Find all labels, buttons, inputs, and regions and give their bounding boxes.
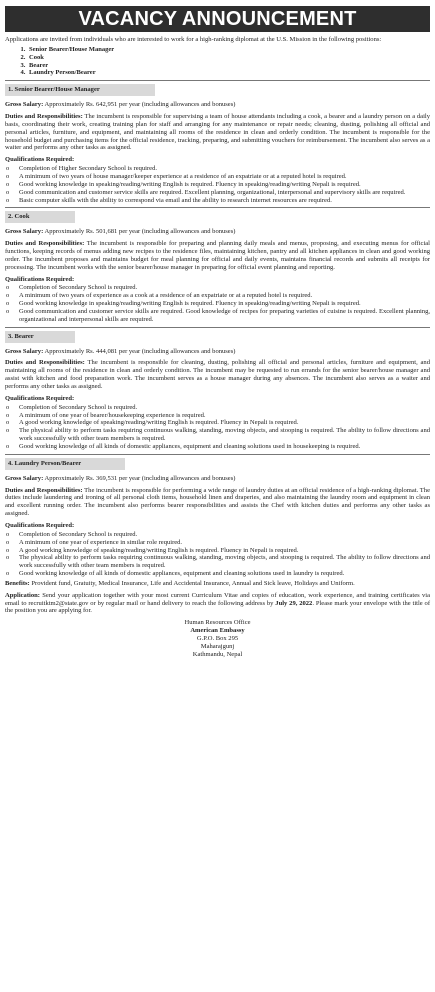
qualification-item: o A minimum of one year of bearer/housekeeping experience is required. <box>5 412 430 420</box>
section-divider <box>5 80 430 81</box>
salary-line <box>5 228 430 236</box>
address-street: Maharajgunj <box>200 642 235 650</box>
qualification-item: o Completion of Secondary School is required. <box>5 284 430 292</box>
duties-paragraph <box>5 240 430 271</box>
salary-label: Gross Salary: <box>5 101 44 109</box>
address-city: Kathmandu, Nepal <box>192 650 243 658</box>
salary-value: Approximately Rs. 444,081 per year (including allowances and bonuses) <box>43 347 236 355</box>
position-item: 4. Laundry Person/Bearer <box>27 69 430 77</box>
salary-line <box>5 101 430 109</box>
qualification-item: o A minimum of one year of experience in similar role required. <box>5 539 430 547</box>
qualification-item: o Good communication and customer service skills are required. Good knowledge of recipes for preparing varieties of cuisine is required. Excellent planning, organizational and interpersonal skills are required. <box>5 308 430 324</box>
benefits-paragraph <box>5 580 430 588</box>
salary-label: Gross Salary: <box>5 228 44 236</box>
section-divider <box>5 327 430 328</box>
section-heading: 2. Cook <box>5 211 75 223</box>
qualification-item: o Completion of Higher Secondary School is required. <box>5 165 430 173</box>
salary-line <box>5 348 430 356</box>
position-item: 1. Senior Bearer/House Manager <box>27 46 430 54</box>
qualifications-heading: Qualifications Required: <box>5 156 75 164</box>
duties-label: Duties and Responsibilities: <box>5 240 85 248</box>
qualification-item: o Completion of Secondary School is required. <box>5 404 430 412</box>
qualification-item: o Good working knowledge in speaking/reading/writing English is required. Fluency in speaking/reading/writing Nepali is required. <box>5 300 430 308</box>
section-heading: 1. Senior Bearer/House Manager <box>5 84 155 96</box>
qualification-item: o Completion of Secondary School is required. <box>5 531 430 539</box>
qualification-item: o The physical ability to perform tasks requiring continuous walking, standing, moving objects, and stooping is required. The ability to follow directions and work successfully with other team members is required. <box>5 554 430 570</box>
salary-value: Approximately Rs. 369,531 per year (including allowances and bonuses) <box>43 474 236 482</box>
qualification-item: o Basic computer skills with the ability to correspond via email and the ability to research internet resources are required. <box>5 197 430 205</box>
duties-text: The incumbent is responsible for preparing and planning daily meals and menus, proposing, and executing menus for official functions, keeping records of menus adding new recipes to the residence files, maintaining kitchen, pantry and all kitchen appliances in clean and good working order. The incumbent proposes and maintains budget for meal planning for official and daily events, maintains financial records and submits all receipts for processing. The incumbent works with the senior bearer/house manager in preparing for official event planning and reporting. <box>5 240 430 271</box>
qualification-item: o Good working knowledge of all kinds of domestic appliances, equipment and cleaning solutions used in laundry is required. <box>5 570 430 578</box>
qualifications-list <box>5 165 430 204</box>
benefits-text: Provident fund, Gratuity, Medical Insurance, Life and Accidental Insurance, Annual and Sick leave, Holidays and Uniform. <box>29 579 355 587</box>
announcement-title: VACANCY ANNOUNCEMENT <box>5 6 430 32</box>
application-text-end: . Please mark your envelope with the title of the position you are applying for. <box>5 599 431 615</box>
address-office: Human Resources Office <box>184 619 251 627</box>
qualification-item: o A minimum of two years of experience as a cook at a residence of an expatriate or at a reputed hotel is required. <box>5 292 430 300</box>
duties-text: The incumbent is responsible for supervising a team of house attendants including a cook, a bearer and a laundry person on a daily basis, coordinating their work, creating training plan for staff and arranging for any maintenance or repair needs; cleaning, dusting, polishing all official and personal articles, furniture, and equipment, and maintaining all rooms of the residence in clean and orderly condition. The incumbent is responsible for the household budget and purchasing items for the official residence, tracking, preparing, and submitting vouchers for reimbursement. The incumbent also serves as a waiter and performs any other tasks as assigned. <box>5 113 430 152</box>
duties-paragraph <box>5 113 430 152</box>
application-label: Application: <box>5 591 40 599</box>
salary-label: Gross Salary: <box>5 474 44 482</box>
application-deadline: July 29, 2022 <box>275 599 313 607</box>
section-heading: 3. Bearer <box>5 331 75 343</box>
qualification-item: o Good working knowledge of all kinds of domestic appliances, equipment and cleaning solutions used in housekeeping is required. <box>5 443 430 451</box>
duties-text: The incumbent is responsible for cleaning, dusting, polishing all official and personal articles, furniture and equipment, and maintaining all rooms of the residence in clean and orderly condition. The incumbent may be requested to run errands for the senior bearer/house manager and assist with kitchen and food preparation work. The incumbent serves as a house manager during any absences. The incumbent also serves as a waiter and performs any other tasks as assigned. <box>5 359 430 390</box>
address-org: American Embassy <box>190 627 245 635</box>
section-heading: 4. Laundry Person/Bearer <box>5 458 125 470</box>
mailing-address <box>5 619 430 658</box>
qualification-item: o The physical ability to perform tasks requiring continuous walking, standing, moving objects, and stooping is required. The ability to follow directions and work successfully with other team members is required. <box>5 427 430 443</box>
address-box: G.P.O. Box 295 <box>196 634 239 642</box>
application-text: Send your application together with your most current Curriculum Vitae and copies of education, work experience, and training certificates via email to recruitktm2@state.gov or by regular mail or hand delivery to reach the following address by <box>5 591 430 607</box>
duties-label: Duties and Responsibilities: <box>5 113 83 121</box>
qualification-item: o A good working knowledge of speaking/reading/writing English is required. Fluency in Nepali is required. <box>5 419 430 427</box>
duties-text: The incumbent is responsible for performing a wide range of laundry duties at an official residence of a high-ranking diplomat. The duties include laundering and ironing of all personal cloth items, household linen and draperies, and also maintaining the laundry room and equipment in clean and excellent running order. The incumbent also performs bearer responsibilities and assists the Chef with kitchen duties and performs any other tasks as assigned. <box>5 486 430 518</box>
position-item: 3. Bearer <box>27 62 430 70</box>
application-paragraph <box>5 592 430 616</box>
positions-list <box>27 46 430 77</box>
qualification-item: o Good communication and customer service skills are required. Excellent planning, organizational, interpersonal and supervisory skills are required. <box>5 189 430 197</box>
intro-text: Applications are invited from individuals who are interested to work for a high-ranking diplomat at the U.S. Mission in the following positions: <box>5 36 382 43</box>
benefits-label: Benefits: <box>5 579 30 587</box>
qualifications-heading: Qualifications Required: <box>5 394 75 402</box>
salary-value: Approximately Rs. 642,951 per year (including allowances and bonuses) <box>43 101 236 109</box>
duties-label: Duties and Responsibilities: <box>5 359 85 367</box>
salary-label: Gross Salary: <box>5 347 44 355</box>
qualification-item: o A minimum of two years of house manager/keeper experience at a residence of an expatriate or at a reputed hotel is required. <box>5 173 430 181</box>
section-divider <box>5 207 430 208</box>
salary-line <box>5 475 430 483</box>
qualification-item: o A good working knowledge of speaking/reading/writing English is required. Fluency in Nepali is required. <box>5 547 430 555</box>
qualifications-heading: Qualifications Required: <box>5 275 75 283</box>
position-item: 2. Cook <box>27 54 430 62</box>
salary-value: Approximately Rs. 501,681 per year (including allowances and bonuses) <box>43 228 236 236</box>
duties-paragraph <box>5 487 430 518</box>
qualifications-list <box>5 531 430 578</box>
qualifications-heading: Qualifications Required: <box>5 521 75 529</box>
qualifications-list <box>5 404 430 451</box>
qualifications-list <box>5 284 430 323</box>
duties-paragraph <box>5 359 430 390</box>
section-divider <box>5 454 430 455</box>
qualification-item: o Good working knowledge in speaking/reading/writing English is required. Fluency in speaking/reading/writing Nepali is required. <box>5 181 430 189</box>
duties-label: Duties and Responsibilities: <box>5 486 83 494</box>
